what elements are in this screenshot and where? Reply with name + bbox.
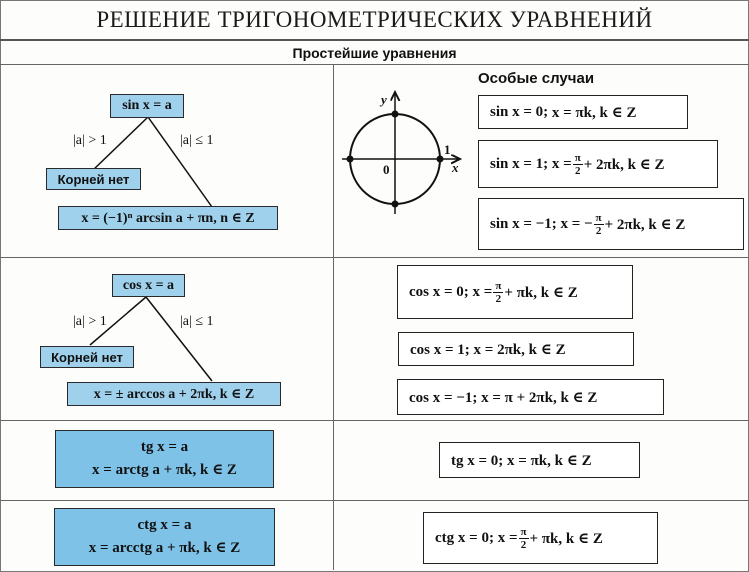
cos-zero-fraction: $\frac{\pi}{2}$ [495,279,502,305]
circle-x-label: x [452,160,459,175]
title-divider [0,39,749,41]
sin-one-fraction: $\frac{\pi}{2}$ [574,151,581,177]
ctg-special-eq: ctg x = 0; [435,529,494,546]
cos-zero-pre: x = [472,283,493,300]
sin-minus-one-pre: x = − [560,215,593,232]
sin-zero-sol: x = πk, k ∈ Z [551,104,637,121]
ctg-special-pre: x = [497,529,518,546]
circle-y-label: y [381,92,387,107]
ctg-solution: x = arcctg a + πk, k ∈ Z [88,540,241,556]
sin-cond-right: |a| ≤ 1 [180,133,214,148]
cos-one-case: cos x = 1; x = 2πk, k ∈ Z [398,332,634,366]
circle-zero-label: 0 [383,162,390,177]
ctg-special-case [423,512,658,564]
cos-equation: cos x = a [112,274,185,297]
sin-minus-one-eq: sin x = −1; [490,215,557,232]
cos-solution: x = ± arccos a + 2πk, k ∈ Z [67,382,281,406]
sin-one-post: + 2πk, k ∈ Z [583,156,665,173]
sin-cond-left: |a| > 1 [73,133,107,148]
cos-cond-right: |a| ≤ 1 [180,314,214,329]
cos-no-roots: Корней нет [40,346,134,368]
cos-zero-post: + πk, k ∈ Z [504,284,578,301]
section-subtitle: Простейшие уравнения [292,45,457,61]
ctg-equation: ctg x = a [137,517,192,533]
page-title: РЕШЕНИЕ ТРИГОНОМЕТРИЧЕСКИХ УРАВНЕНИЙ [96,7,653,32]
sin-solution: x = (−1)ⁿ arcsin a + πn, n ∈ Z [58,206,278,230]
tg-equation: tg x = a [140,439,189,455]
circle-one-label: 1 [444,142,451,157]
row-divider [0,500,749,501]
cos-zero-case [397,265,633,319]
sin-minus-one-fraction: $\frac{\pi}{2}$ [595,211,602,237]
sin-minus-one-post: + 2πk, k ∈ Z [604,216,686,233]
ctg-special-fraction: $\frac{\pi}{2}$ [520,525,527,551]
sin-zero-case [478,95,688,129]
tg-solution: x = arctg a + πk, k ∈ Z [92,462,237,478]
tg-special-case: tg x = 0; x = πk, k ∈ Z [439,442,640,478]
sin-minus-one-case [478,198,744,250]
special-cases-label: Особые случаи [478,70,595,87]
tg-solution-box [55,430,274,488]
column-divider [333,64,334,570]
cos-zero-eq: cos x = 0; [409,283,469,300]
sin-one-case [478,140,718,188]
sin-no-roots: Корней нет [46,168,141,190]
ctg-solution-box [54,508,275,566]
sin-equation: sin x = a [110,94,184,118]
ctg-special-post: + πk, k ∈ Z [529,530,603,547]
sin-one-pre: x = [551,155,572,172]
cos-cond-left: |a| > 1 [73,314,107,329]
sin-one-eq: sin x = 1; [490,155,549,172]
sin-zero-eq: sin x = 0; [490,103,549,120]
cos-minus-one-case: cos x = −1; x = π + 2πk, k ∈ Z [397,379,664,415]
row-divider [0,420,749,421]
